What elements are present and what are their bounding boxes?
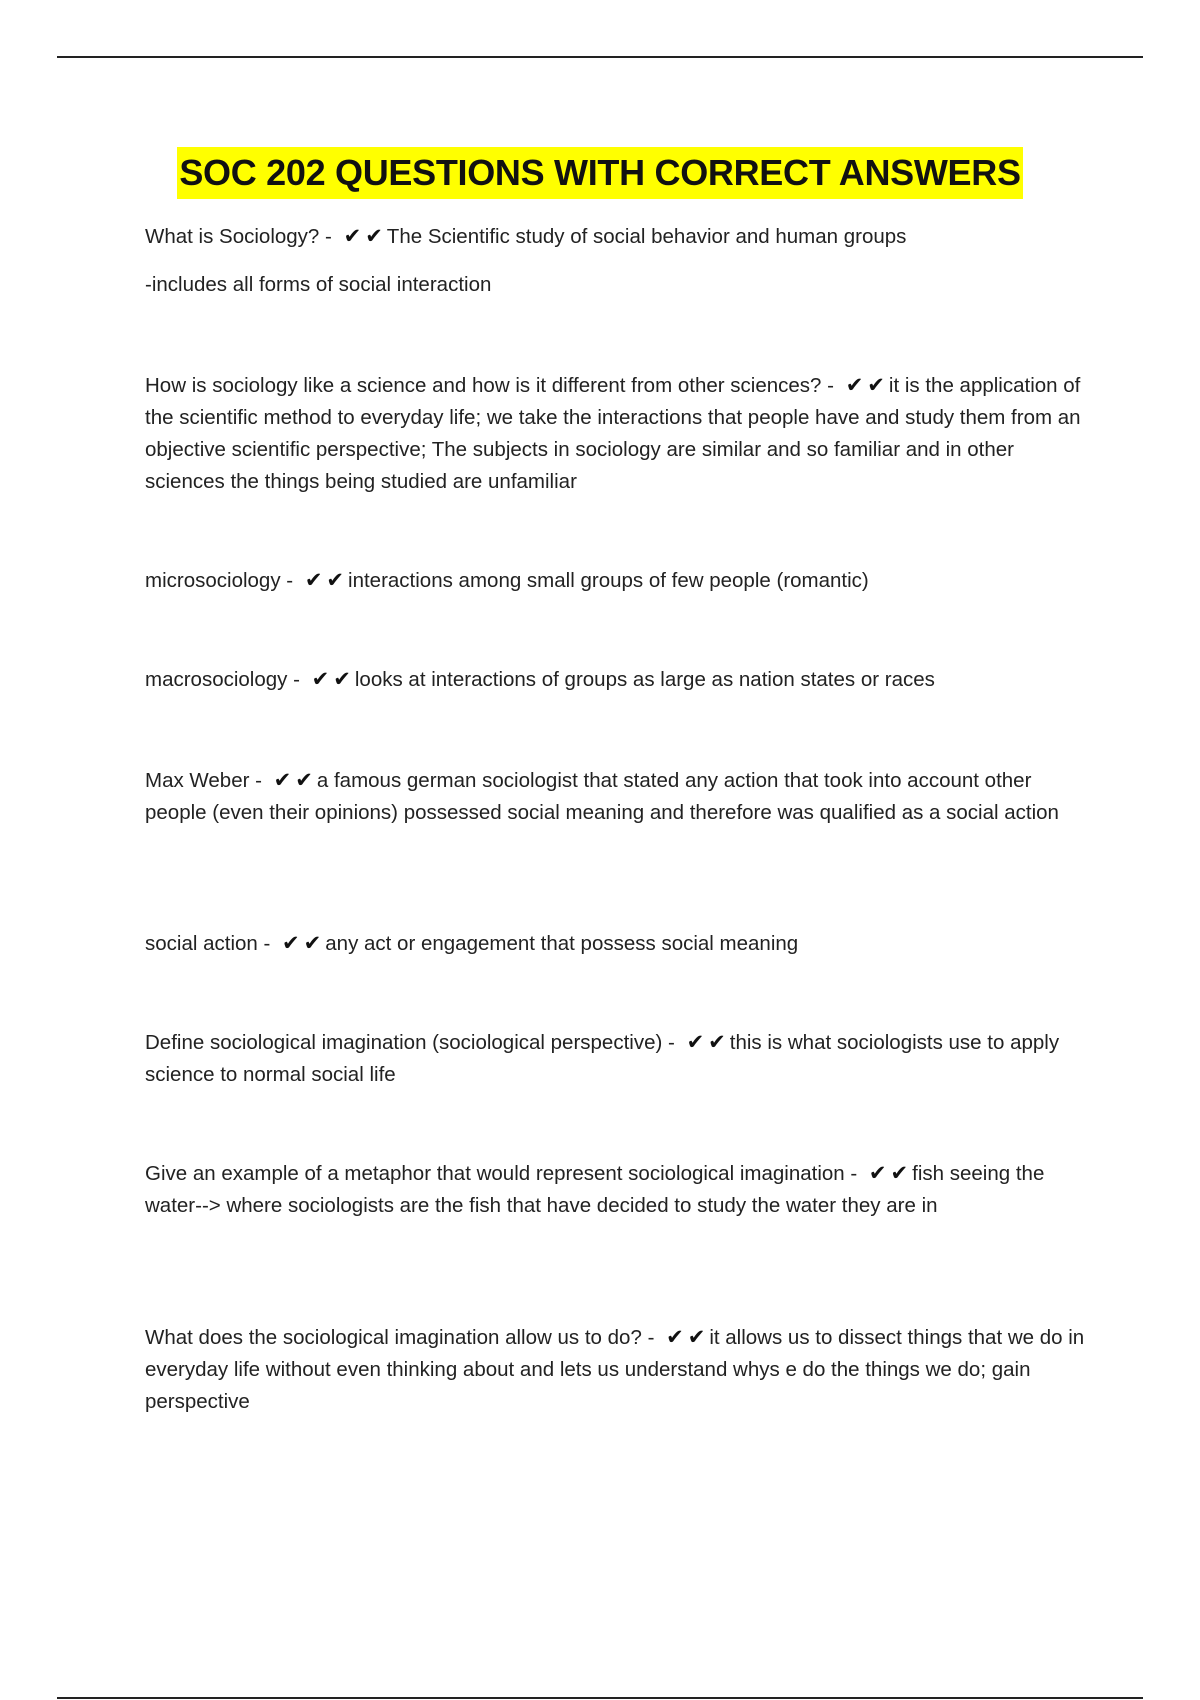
heavy-check-mark-icon: ✔ (333, 667, 351, 691)
question-text: What is Sociology? (145, 225, 320, 248)
heavy-check-mark-icon: ✔ (666, 1325, 684, 1349)
heavy-check-mark-icon: ✔ (326, 568, 345, 592)
heavy-check-mark-icon: ✔ (295, 768, 313, 792)
answer-text: -includes all forms of social interaction (145, 273, 492, 296)
heavy-check-mark-icon: ✔ (687, 1325, 706, 1349)
question-text: Give an example of a metaphor that would represent sociological imagination (145, 1162, 845, 1185)
heavy-check-mark-icon: ✔ (867, 373, 885, 397)
answer-text: it is the application of the scientific method to everyday life; we take the interactions that people have and study them from an objective scientific perspective; The subjects in sociology are similar and so familiar and in other sciences the things being studied are unfamiliar (145, 374, 1081, 493)
bottom-rule (57, 1697, 1143, 1699)
answer-text: looks at interactions of groups as large as nation states or races (354, 668, 935, 691)
answer-text: any act or engagement that possess social meaning (325, 932, 799, 955)
heavy-check-mark-icon: ✔ (282, 931, 300, 955)
separator: - (255, 769, 262, 792)
separator: - (647, 1326, 655, 1349)
qa-item (145, 564, 1095, 597)
qa-item (145, 927, 1095, 960)
separator: - (668, 1031, 675, 1054)
question-text: How is sociology like a science and how is it different from other sciences? (145, 374, 822, 397)
document-title: SOC 202 QUESTIONS WITH CORRECT ANSWERS (177, 147, 1022, 199)
heavy-check-mark-icon: ✔ (304, 568, 323, 592)
heavy-check-mark-icon: ✔ (303, 931, 322, 955)
answer-text: The Scientific study of social behavior and human groups (386, 225, 907, 248)
qa-item (145, 1321, 1095, 1418)
title-wrap (0, 147, 1200, 199)
qa-item (145, 663, 1095, 696)
heavy-check-mark-icon: ✔ (365, 224, 383, 248)
separator: - (293, 668, 300, 691)
answer-text: a famous german sociologist that stated any action that took into account other people (even their opinions) possessed social meaning and therefore was qualified as a social action (145, 769, 1059, 824)
qa-item (145, 369, 1095, 498)
heavy-check-mark-icon: ✔ (845, 373, 864, 397)
answer-text: interactions among small groups of few people (romantic) (348, 569, 869, 592)
separator: - (827, 374, 834, 397)
separator: - (263, 932, 271, 955)
question-text: Define sociological imagination (sociological perspective) (145, 1031, 663, 1054)
qa-item (145, 1026, 1095, 1091)
qa-item (145, 220, 1095, 253)
answer-text: this is what sociologists use to apply science to normal social life (145, 1031, 1060, 1086)
qa-item-continuation (145, 269, 1095, 301)
heavy-check-mark-icon: ✔ (686, 1030, 705, 1054)
qa-item (145, 1157, 1095, 1222)
heavy-check-mark-icon: ✔ (708, 1030, 726, 1054)
question-text: What does the sociological imagination allow us to do? (145, 1326, 642, 1349)
top-rule (57, 56, 1143, 58)
question-text: microsociology (145, 569, 281, 592)
heavy-check-mark-icon: ✔ (273, 768, 292, 792)
heavy-check-mark-icon: ✔ (343, 224, 362, 248)
qa-item (145, 764, 1095, 829)
heavy-check-mark-icon: ✔ (868, 1161, 887, 1185)
heavy-check-mark-icon: ✔ (890, 1161, 909, 1185)
answer-text: fish seeing the water--> where sociologists are the fish that have decided to study the water they are in (145, 1162, 1045, 1217)
separator: - (286, 569, 294, 592)
question-text: social action (145, 932, 258, 955)
answer-text: it allows us to dissect things that we do in everyday life without even thinking about and lets us understand whys e do the things we do; gain perspective (145, 1326, 1085, 1413)
question-text: Max Weber (145, 769, 250, 792)
question-text: macrosociology (145, 668, 288, 691)
heavy-check-mark-icon: ✔ (311, 667, 330, 691)
separator: - (850, 1162, 858, 1185)
separator: - (325, 225, 332, 248)
